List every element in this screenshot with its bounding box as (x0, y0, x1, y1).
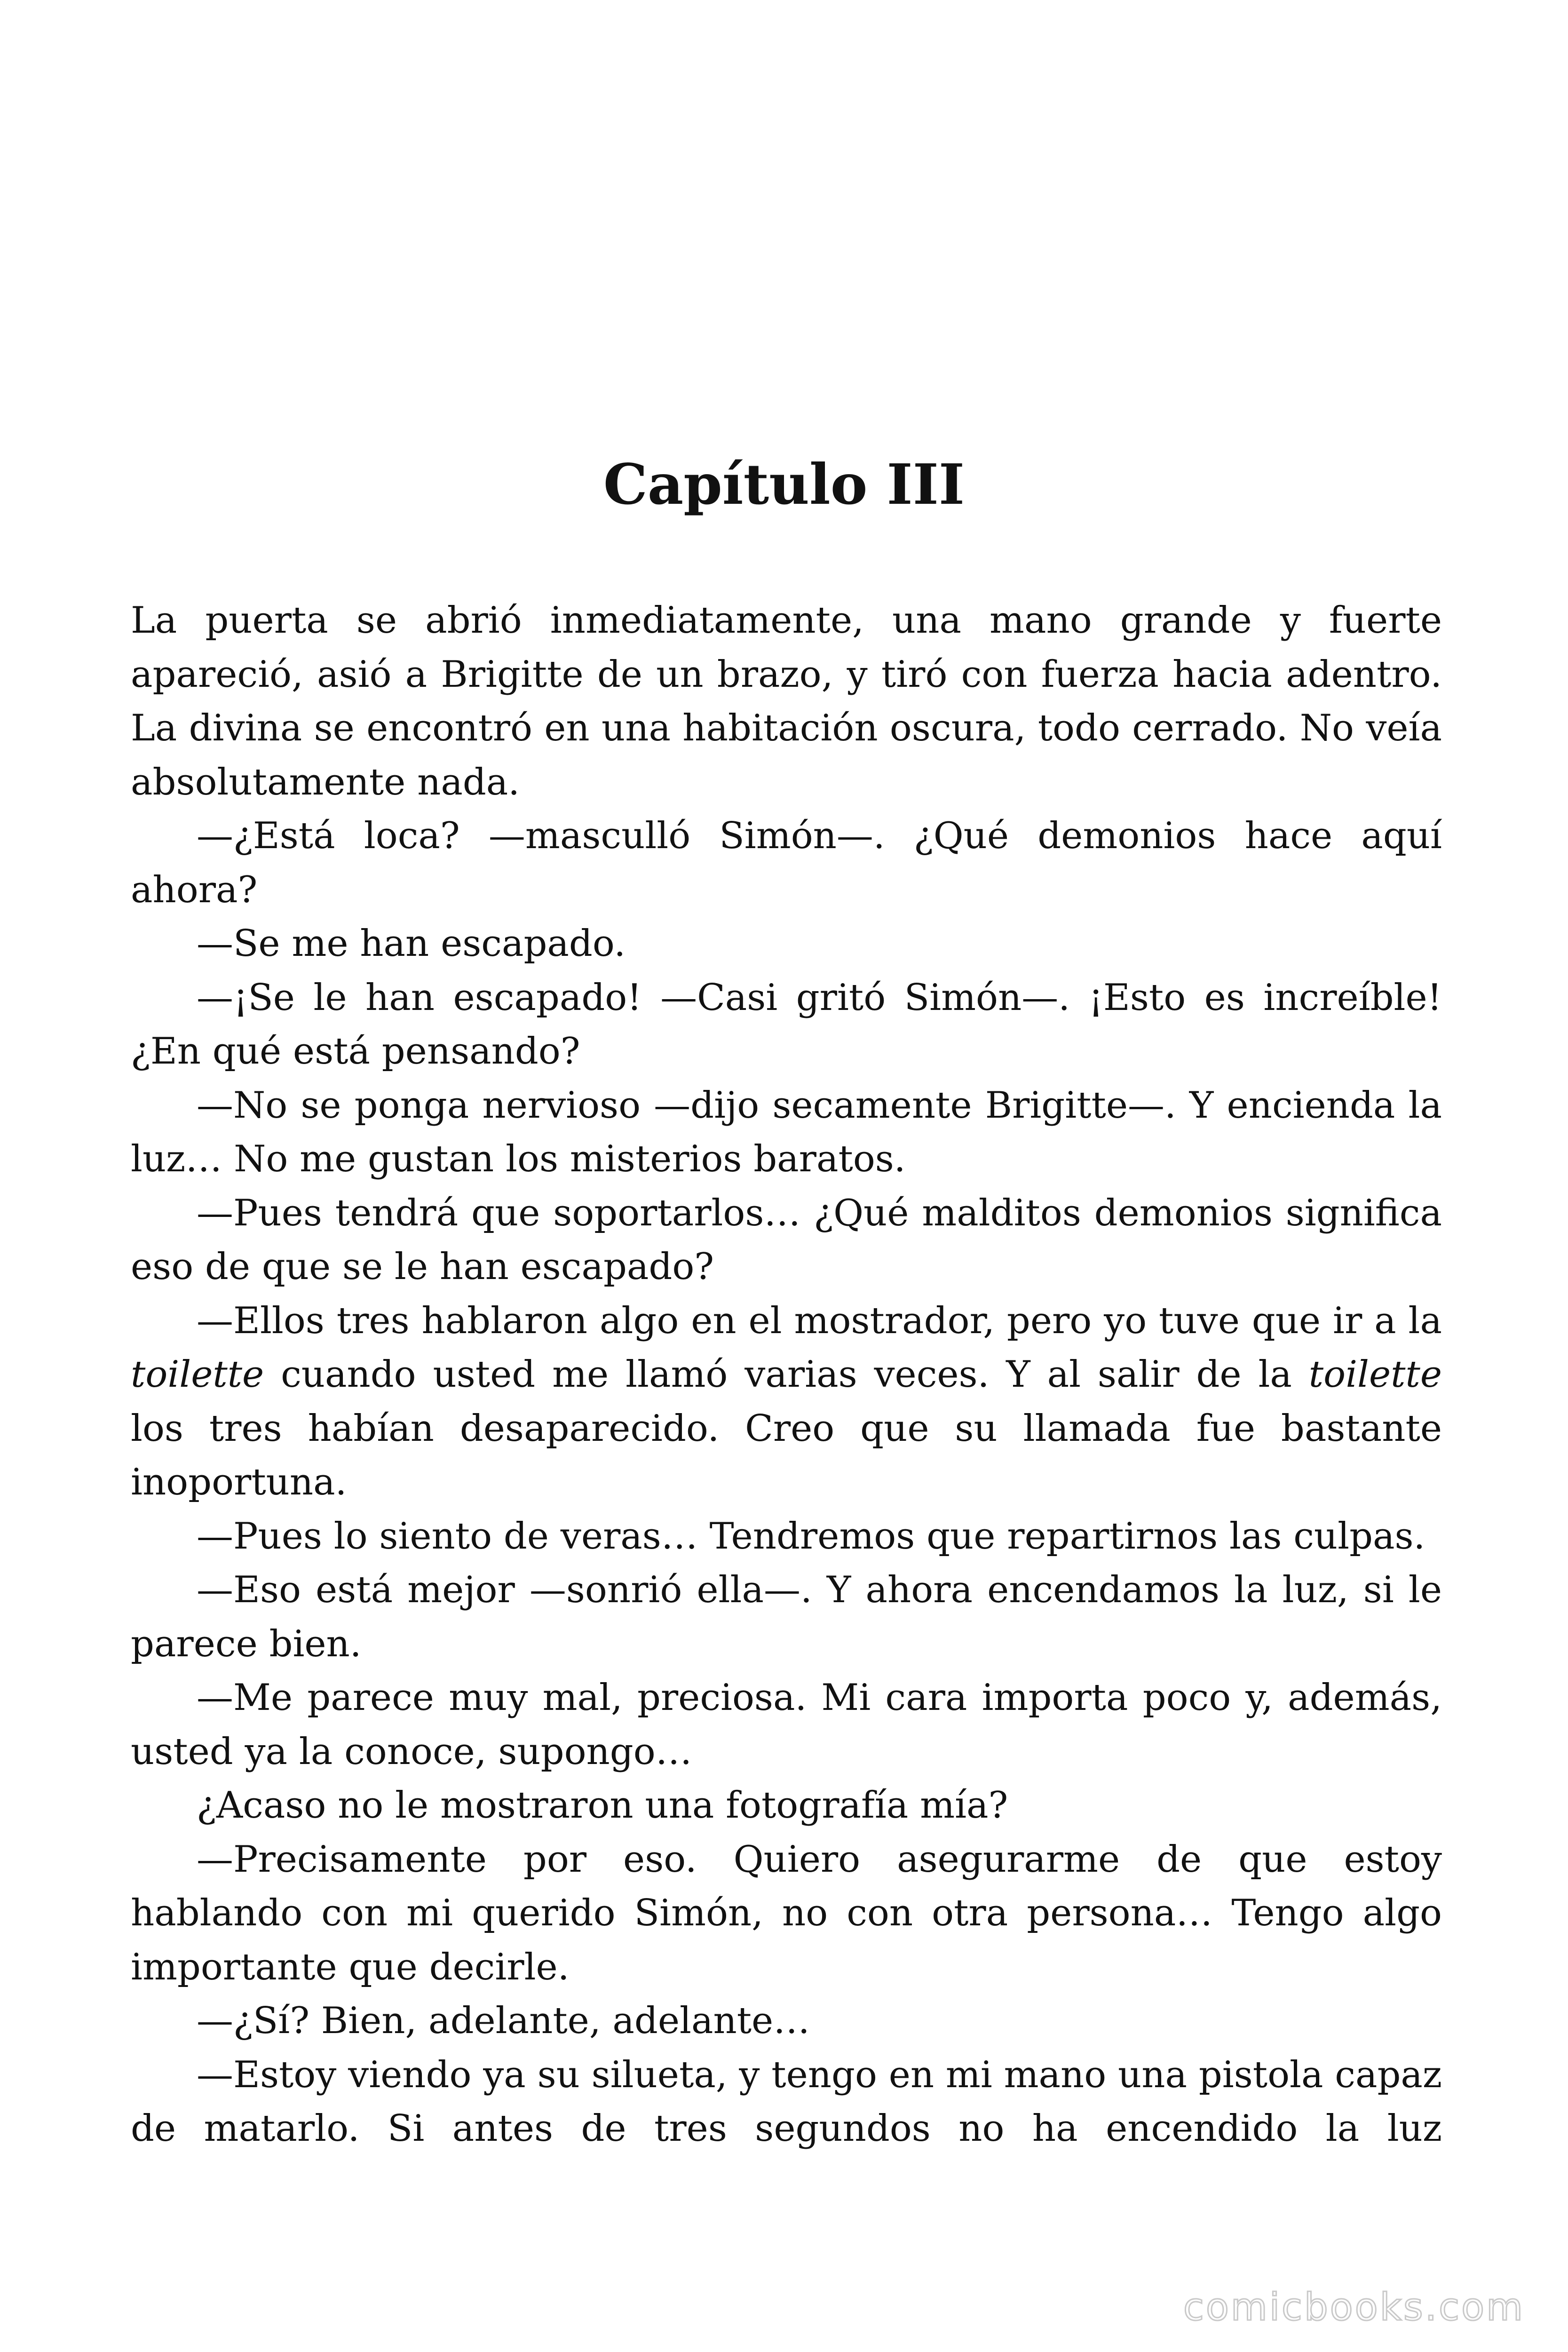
text-run: La puerta se abrió inmediatamente, una mano grande y fuerte apareció, asió a Brigitte de un brazo, y tiró con fuerza hacia adentro. La divina se encontró en una habitación oscura, todo cerrado. No veía absolutamente nada. (131, 599, 1442, 803)
paragraph (131, 1994, 1442, 2048)
chapter-title: Capítulo III (603, 452, 965, 517)
paragraph (131, 1186, 1442, 1294)
paragraph (131, 809, 1442, 917)
chapter-body (131, 594, 1442, 2156)
watermark: comicbooks.com (1183, 2285, 1525, 2329)
paragraph (131, 594, 1442, 809)
text-run: los tres habían desaparecido. Creo que su llamada fue bastante inoportuna. (131, 1407, 1442, 1503)
text-run: —No se ponga nervioso —dijo secamente Brigitte—. Y encienda la luz… No me gustan los misterios baratos. (131, 1084, 1442, 1180)
text-run: ¿Acaso no le mostraron una fotografía mía? (197, 1784, 1008, 1827)
paragraph (131, 917, 1442, 971)
text-run: —Eso está mejor —sonrió ella—. Y ahora encendamos la luz, si le parece bien. (131, 1569, 1442, 1665)
text-run: —¿Sí? Bien, adelante, adelante… (197, 2000, 810, 2042)
paragraph (131, 1294, 1442, 1510)
paragraph (131, 971, 1442, 1079)
paragraph (131, 1779, 1442, 1833)
text-run: —Estoy viendo ya su silueta, y tengo en mi mano una pistola capaz de matarlo. Si antes de tres segundos no ha encendido la luz (131, 2053, 1442, 2150)
text-run: —Me parece muy mal, preciosa. Mi cara importa poco y, además, usted ya la conoce, supongo… (131, 1677, 1442, 1773)
text-run: —Pues tendrá que soportarlos… ¿Qué malditos demonios significa eso de que se le han escapado? (131, 1192, 1442, 1288)
italic-text: toilette (131, 1353, 264, 1396)
text-run: —¡Se le han escapado! —Casi gritó Simón—. ¡Esto es increíble! ¿En qué está pensando? (131, 976, 1442, 1073)
paragraph (131, 1510, 1442, 1564)
paragraph (131, 1671, 1442, 1779)
text-run: —Precisamente por eso. Quiero asegurarme de que estoy hablando con mi querido Simón, no con otra persona… Tengo algo importante que decirle. (131, 1838, 1442, 1988)
text-run: —¿Está loca? —masculló Simón—. ¿Qué demonios hace aquí ahora? (131, 815, 1442, 911)
paragraph (131, 1833, 1442, 1994)
text-run: cuando usted me llamó varias veces. Y al salir de la (264, 1353, 1309, 1396)
paragraph (131, 2048, 1442, 2156)
paragraph (131, 1563, 1442, 1671)
text-run: —Se me han escapado. (197, 922, 626, 965)
text-run: —Ellos tres hablaron algo en el mostrador, pero yo tuve que ir a la (197, 1299, 1442, 1342)
text-run: —Pues lo siento de veras… Tendremos que repartirnos las culpas. (197, 1515, 1425, 1557)
italic-text: toilette (1308, 1353, 1442, 1396)
paragraph (131, 1079, 1442, 1186)
